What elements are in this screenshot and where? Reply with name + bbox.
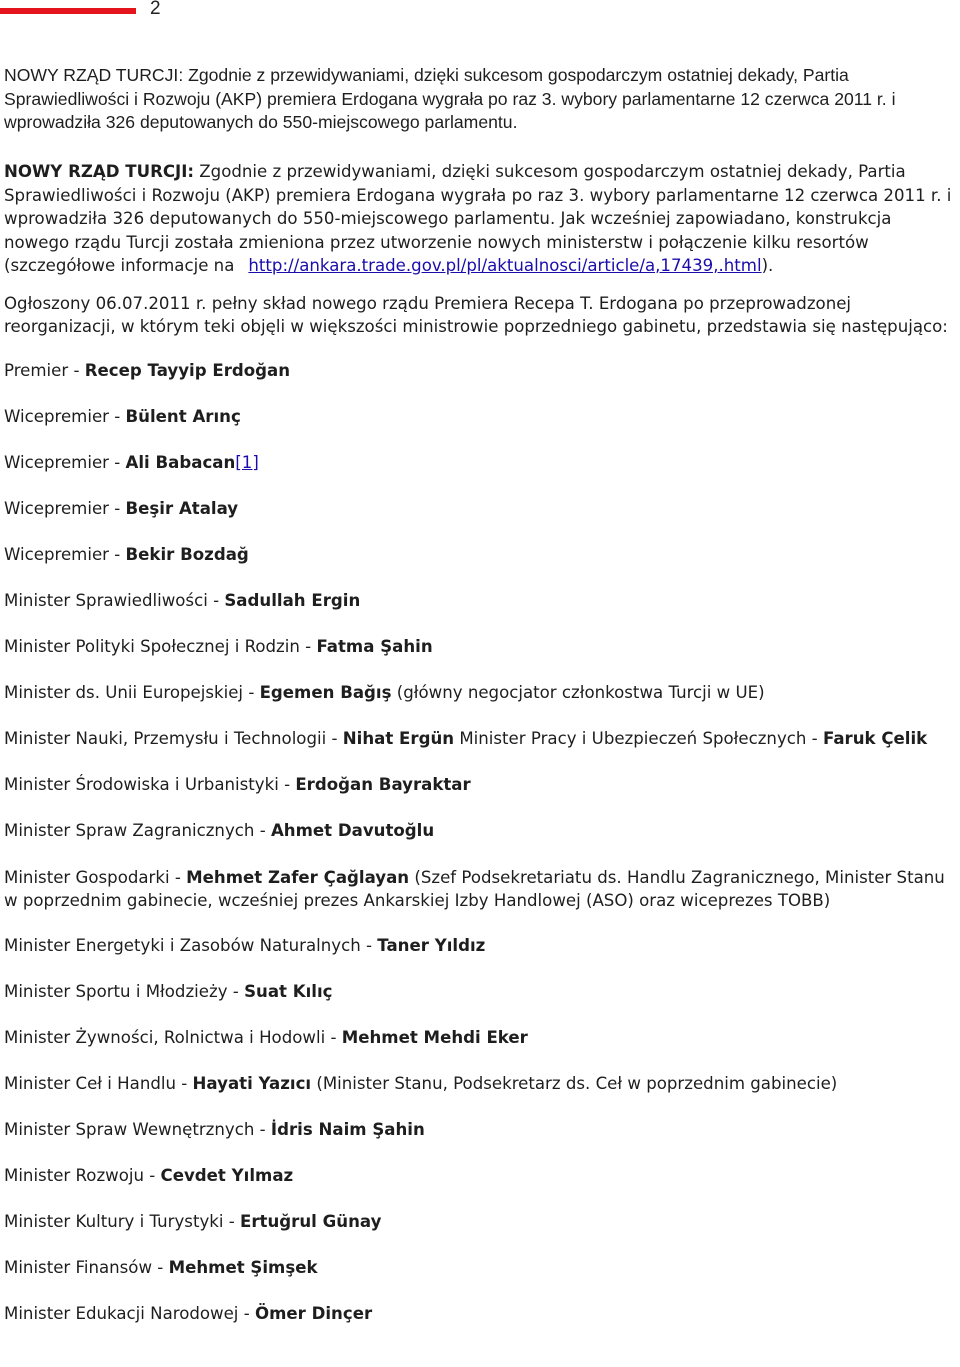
member-role: Minister Środowiska i Urbanistyki - [4, 774, 296, 794]
cabinet-member [4, 453, 960, 499]
cabinet-member [4, 545, 960, 591]
member-role: Wicepremier - [4, 406, 126, 426]
member-name: Bülent Arınç [125, 406, 241, 426]
cabinet-member [4, 775, 960, 821]
member-name: Ahmet Davutoğlu [270, 820, 435, 840]
cabinet-member [4, 866, 960, 936]
member-name: Hayati Yazıcı [192, 1073, 312, 1093]
member-role: Minister Pracy i Ubezpieczeń Społecznych - [454, 728, 823, 748]
member-name: Beşir Atalay [125, 498, 239, 518]
member-note: (Minister Stanu, Podsekretarz ds. Ceł w poprzednim gabinecie) [311, 1073, 838, 1093]
cabinet-member [4, 407, 960, 453]
member-name: Suat Kılıç [244, 981, 333, 1001]
member-role: Minister ds. Unii Europejskiej - [4, 682, 260, 702]
member-role: Premier - [4, 360, 85, 380]
member-note: (Szef Podsekretariatu ds. Handlu Zagranicznego, Minister Stanu w poprzednim gabinecie, wcześniej prezes Ankarskiej Izby Handlowej (ASO) oraz wiceprezes TOBB) [4, 867, 945, 910]
cabinet-list [4, 361, 960, 1350]
document-body [4, 160, 960, 1350]
member-role: Minister Rozwoju - [4, 1165, 161, 1185]
member-role: Minister Sportu i Młodzieży - [4, 981, 245, 1001]
member-name: Mehmet Mehdi Eker [341, 1027, 528, 1047]
member-name: Recep Tayyip Erdoğan [84, 360, 291, 380]
footnote-link[interactable]: [1] [235, 452, 259, 472]
ankara-trade-link[interactable]: http://ankara.trade.gov.pl/pl/aktualnosci/article/a,17439,.html [248, 256, 762, 275]
member-name: Nihat Ergün [342, 728, 455, 748]
member-role: Minister Spraw Zagranicznych - [4, 820, 271, 840]
member-name: Ömer Dinçer [254, 1303, 373, 1323]
cabinet-member [4, 936, 960, 982]
member-name: Egemen Bağış [259, 682, 392, 702]
page-number: 2 [150, 0, 161, 19]
member-name: Cevdet Yılmaz [160, 1165, 294, 1185]
cabinet-member [4, 1166, 960, 1212]
member-name: Erdoğan Bayraktar [295, 774, 471, 794]
lead-text: Zgodnie z przewidywaniami, dzięki sukcesom gospodarczym ostatniej dekady, Partia Sprawiedliwości i Rozwoju (AKP) premiera Erdogana wygrała po raz 3. wybory parlamentarne 12 czerwca 2011 r. i wprowadziła 326 deputowanych do 550-miejscowego parlamentu. Jak wcześniej zapowiadano, konstrukcja nowego rządu Turcji została zmieniona przez utworzenie nowych ministerstw i połączenie kilku resortów (szczegółowe informacje na [4, 162, 952, 275]
cabinet-member [4, 982, 960, 1028]
cabinet-member [4, 821, 960, 867]
lead-paragraph [4, 160, 960, 278]
cabinet-member [4, 591, 960, 637]
member-name: İdris Naim Şahin [270, 1119, 425, 1139]
member-role: Minister Żywności, Rolnictwa i Hodowli - [4, 1027, 342, 1047]
lead-heading: NOWY RZĄD TURCJI: [4, 162, 195, 181]
member-role: Minister Sprawiedliwości - [4, 590, 225, 610]
cabinet-member [4, 1028, 960, 1074]
member-role: Wicepremier - [4, 452, 126, 472]
member-name: Bekir Bozdağ [125, 544, 249, 564]
member-name: Ertuğrul Günay [240, 1211, 382, 1231]
cabinet-member [4, 361, 960, 407]
member-role: Wicepremier - [4, 498, 126, 518]
member-name: Taner Yıldız [377, 935, 486, 955]
member-name: Faruk Çelik [822, 728, 928, 748]
member-role: Minister Kultury i Turystyki - [4, 1211, 241, 1231]
member-name: Sadullah Ergin [224, 590, 361, 610]
cabinet-member [4, 1074, 960, 1120]
member-name: Mehmet Şimşek [168, 1257, 318, 1277]
intro-paragraph: NOWY RZĄD TURCJI: Zgodnie z przewidywaniami, dzięki sukcesom gospodarczym ostatniej dekady, Partia Sprawiedliwości i Rozwoju (AKP) premiera Erdogana wygrała po raz 3. wybory parlamentarne 12 czerwca 2011 r. i wprowadziła 326 deputowanych do 550-miejscowego parlamentu. [4, 65, 896, 132]
cabinet-member [4, 1212, 960, 1258]
cabinet-member [4, 1120, 960, 1166]
member-name: Ali Babacan [125, 452, 236, 472]
cabinet-member [4, 1304, 960, 1350]
member-name: Fatma Şahin [316, 636, 433, 656]
announcement-paragraph: Ogłoszony 06.07.2011 r. pełny skład nowego rządu Premiera Recepa T. Erdogana po przeprowadzonej reorganizacji, w którym teki objęli w większości ministrowie poprzedniego gabinetu, przedstawia się następująco: [4, 293, 948, 336]
lead-text-end: ). [761, 256, 774, 275]
member-role: Minister Edukacji Narodowej - [4, 1303, 255, 1323]
member-role: Minister Nauki, Przemysłu i Technologii - [4, 728, 343, 748]
member-role: Minister Gospodarki - [4, 867, 187, 887]
member-role: Wicepremier - [4, 544, 126, 564]
cabinet-member [4, 729, 960, 775]
member-role: Minister Spraw Wewnętrznych - [4, 1119, 271, 1139]
member-role: Minister Energetyki i Zasobów Naturalnych - [4, 935, 378, 955]
cabinet-member [4, 1258, 960, 1304]
member-name: Mehmet Zafer Çağlayan [186, 867, 410, 887]
cabinet-member [4, 683, 960, 729]
member-note: (główny negocjator członkostwa Turcji w UE) [391, 682, 765, 702]
member-role: Minister Polityki Społecznej i Rodzin - [4, 636, 317, 656]
header-accent-bar [0, 8, 136, 14]
cabinet-member [4, 637, 960, 683]
cabinet-member [4, 499, 960, 545]
member-role: Minister Ceł i Handlu - [4, 1073, 193, 1093]
member-role: Minister Finansów - [4, 1257, 169, 1277]
